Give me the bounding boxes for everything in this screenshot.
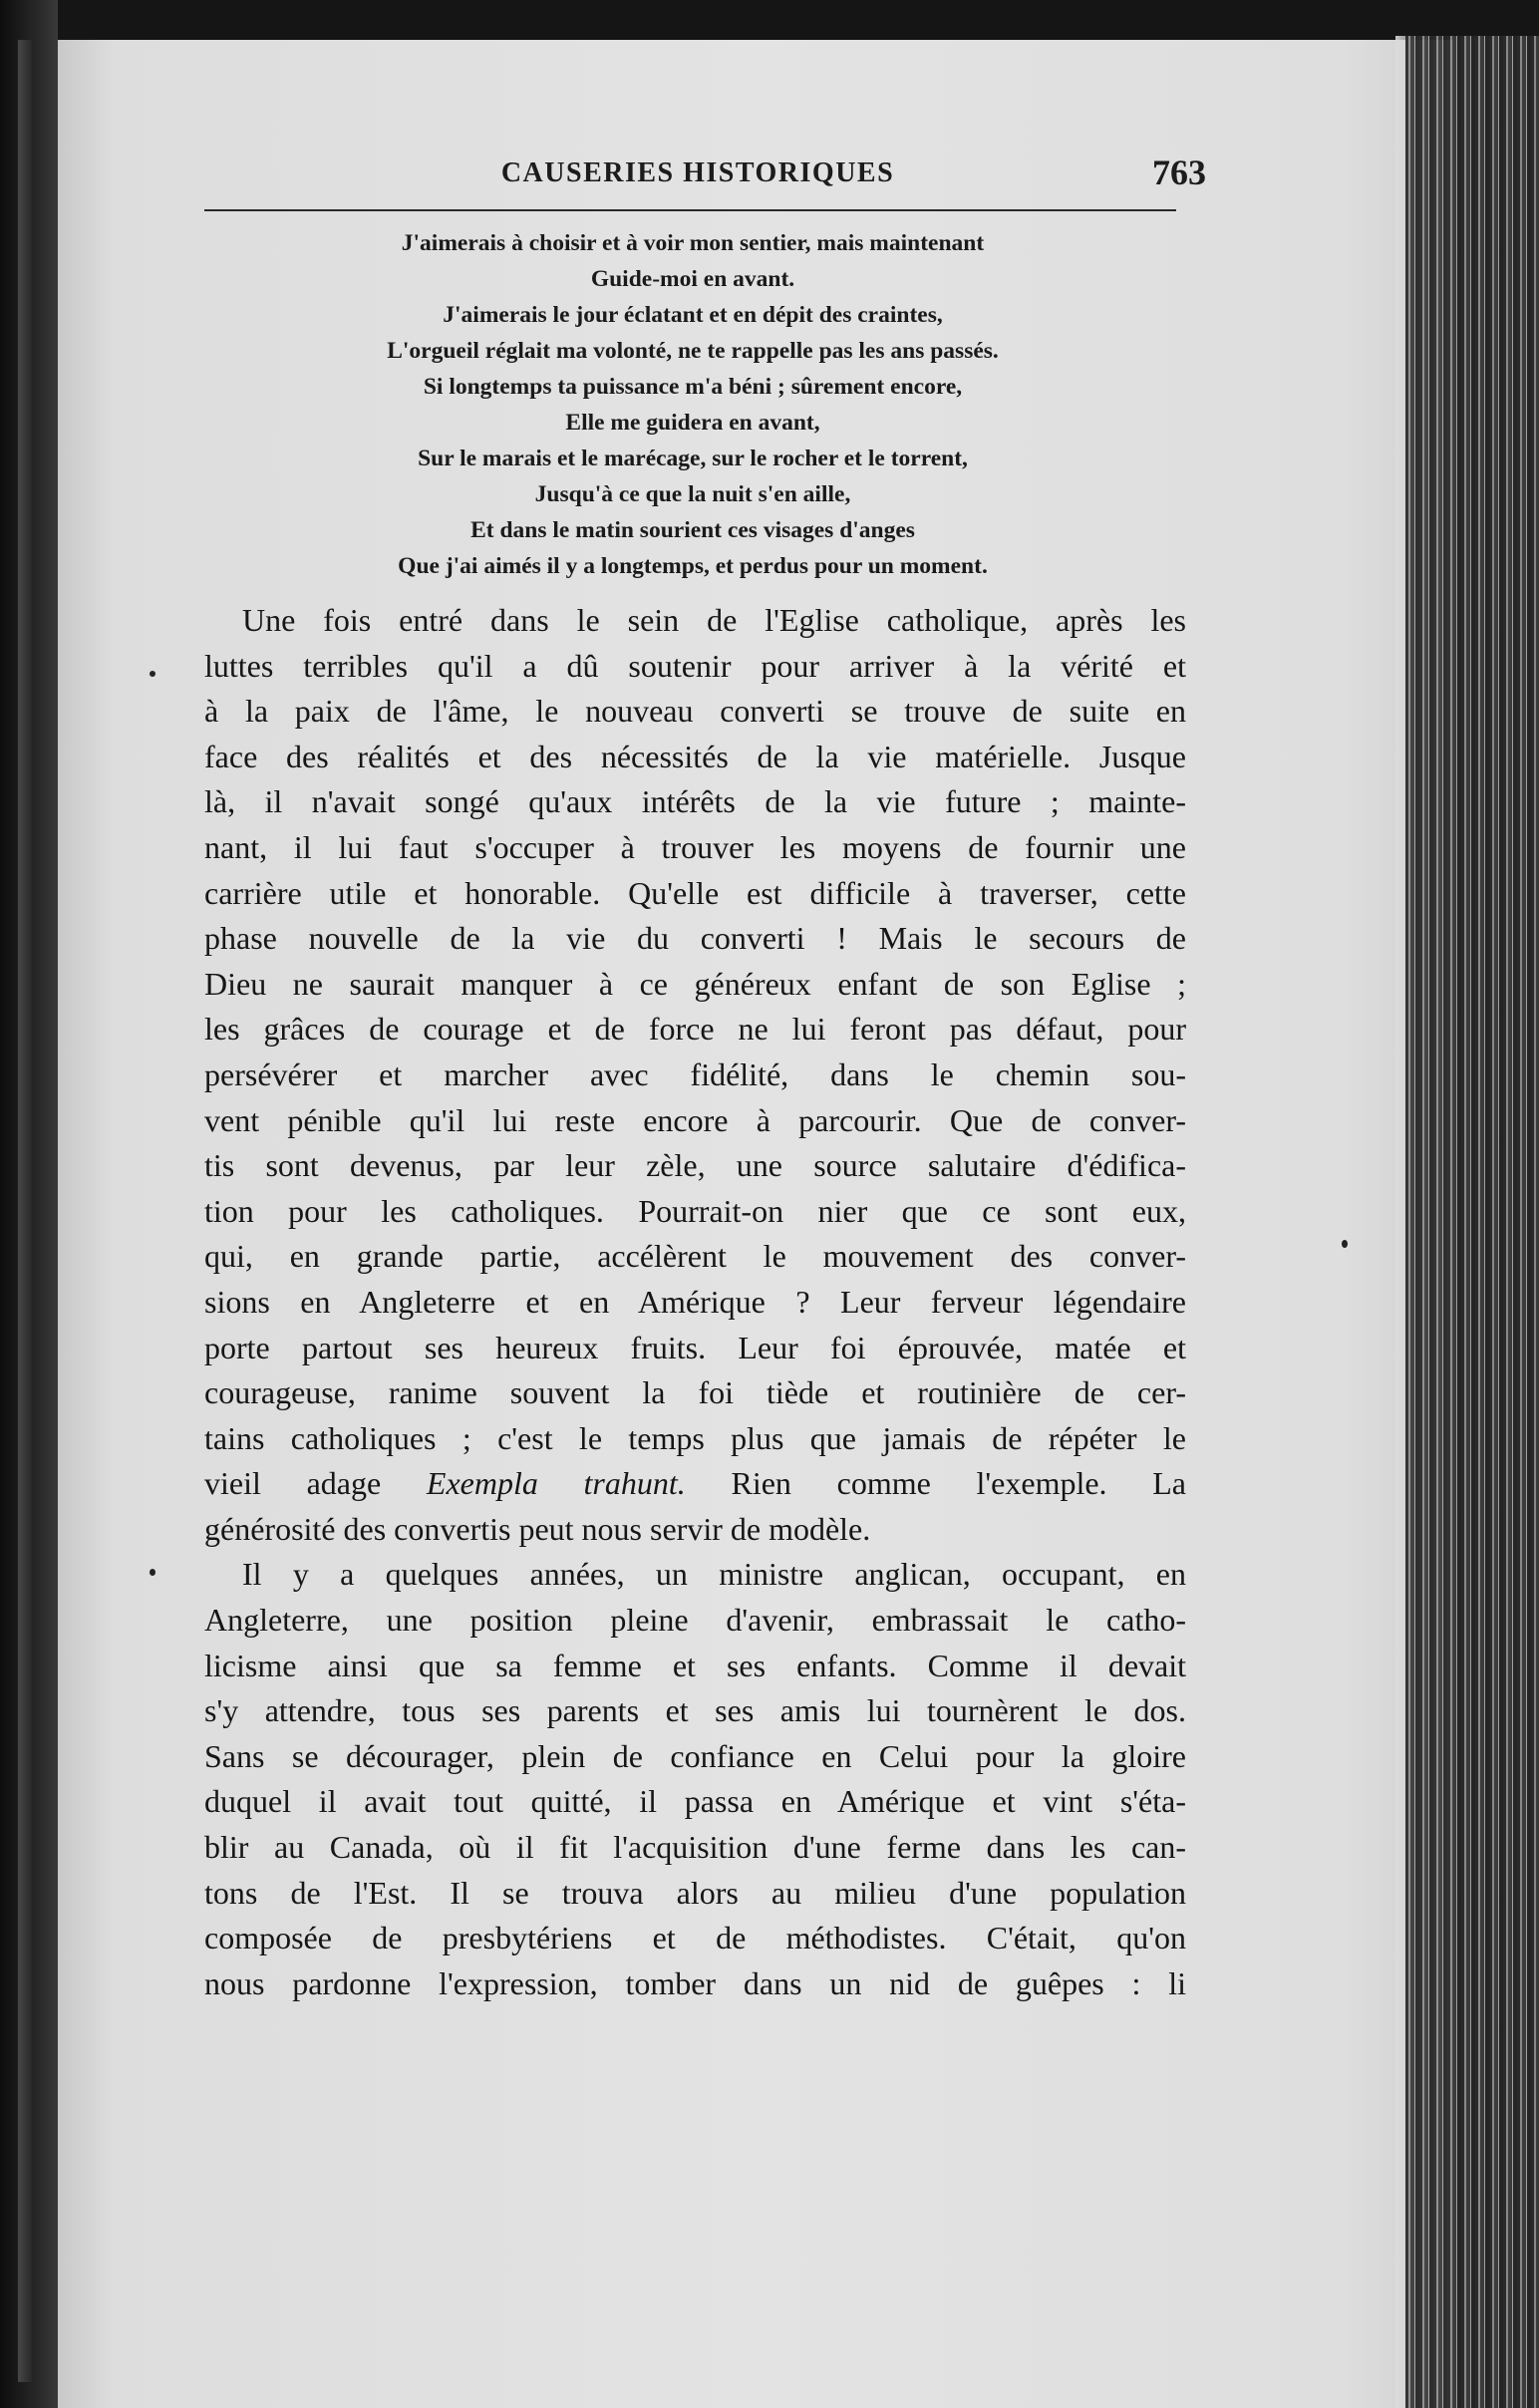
scan-speck (1342, 1240, 1348, 1248)
poem-line: L'orgueil réglait ma volonté, ne te rappelle pas les ans passés. (387, 338, 999, 364)
page-header (204, 148, 1206, 203)
poem-line: Sur le marais et le marécage, sur le rocher et le torrent, (418, 446, 968, 471)
text-line: duquel il avait tout quitté, il passa en Amérique et vint s'éta- (204, 1783, 1186, 1820)
text-line: nant, il lui faut s'occuper à trouver les moyens de fournir une (204, 828, 1186, 865)
text-line: à la paix de l'âme, le nouveau converti se trouve de suite en (204, 693, 1186, 730)
poem-line: Que j'ai aimés il y a longtemps, et perdus pour un moment. (398, 553, 988, 579)
page-number: 763 (1152, 152, 1206, 192)
text-line: tis sont devenus, par leur zèle, une source salutaire d'édifica- (204, 1147, 1186, 1184)
poem-line: J'aimerais à choisir et à voir mon sentier, mais maintenant (401, 230, 985, 256)
latin-quote: Exempla trahunt. (426, 1465, 686, 1502)
text-line: s'y attendre, tous ses parents et ses amis lui tournèrent le dos. (204, 1692, 1186, 1729)
text-line: Il y a quelques années, un ministre anglican, occupant, en (242, 1556, 1186, 1593)
text-line: vent pénible qu'il lui reste encore à parcourir. Que de conver- (204, 1101, 1186, 1138)
poem-line: Guide-moi en avant. (590, 266, 795, 292)
text-line: là, il n'avait songé qu'aux intérêts de la vie future ; mainte- (204, 783, 1186, 820)
binding-shadow (18, 40, 32, 2382)
text-line: les grâces de courage et de force ne lui feront pas défaut, pour (204, 1011, 1186, 1048)
text-line: sions en Angleterre et en Amérique ? Leur ferveur légendaire (204, 1283, 1186, 1320)
text-line: tains catholiques ; c'est le temps plus que jamais de répéter le (204, 1419, 1186, 1456)
text-line: luttes terribles qu'il a dû soutenir pour arriver à la vérité et (204, 647, 1186, 684)
text-line: composée de presbytériens et de méthodistes. C'était, qu'on (204, 1920, 1186, 1956)
poem-line: J'aimerais le jour éclatant et en dépit des craintes, (443, 302, 943, 328)
adage-lead: vieil adage (204, 1465, 382, 1502)
poem-line: Si longtemps ta puissance m'a béni ; sûrement encore, (423, 374, 963, 400)
text-line-adage (204, 1461, 1186, 1507)
text-line: Une fois entré dans le sein de l'Eglise catholique, après les (242, 602, 1186, 638)
paragraph-2 (204, 1552, 1186, 2006)
scan-speck (150, 671, 155, 677)
text-line: Dieu ne saurait manquer à ce généreux enfant de son Eglise ; (204, 965, 1186, 1002)
text-line: phase nouvelle de la vie du converti ! Mais le secours de (204, 920, 1186, 957)
page-stack-edges (1405, 36, 1539, 2408)
poem-block (209, 225, 1176, 584)
running-title: CAUSERIES HISTORIQUES (500, 157, 895, 188)
header-rule (204, 209, 1176, 211)
body-text (204, 598, 1186, 2006)
text-line: blir au Canada, où il fit l'acquisition d'une ferme dans les can- (204, 1829, 1186, 1866)
text-line: qui, en grande partie, accélèrent le mouvement des conver- (204, 1238, 1186, 1275)
text-line: Angleterre, une position pleine d'avenir, embrassait le catho- (204, 1602, 1186, 1639)
text-line: tion pour les catholiques. Pourrait-on nier que ce sont eux, (204, 1192, 1186, 1229)
text-line: courageuse, ranime souvent la foi tiède et routinière de cer- (204, 1374, 1186, 1411)
adage-tail: Rien comme l'exemple. La (731, 1465, 1186, 1502)
scan-speck (150, 1569, 155, 1576)
text-line: tons de l'Est. Il se trouva alors au milieu d'une population (204, 1874, 1186, 1911)
paragraph-1 (204, 598, 1186, 1552)
text-line: carrière utile et honorable. Qu'elle est difficile à traverser, cette (204, 874, 1186, 911)
text-line: persévérer et marcher avec fidélité, dans le chemin sou- (204, 1055, 1186, 1092)
poem-line: Jusqu'à ce que la nuit s'en aille, (534, 481, 851, 507)
text-line: Sans se décourager, plein de confiance en Celui pour la gloire (204, 1737, 1186, 1774)
text-line: face des réalités et des nécessités de la vie matérielle. Jusque (204, 738, 1186, 774)
text-line: porte partout ses heureux fruits. Leur foi éprouvée, matée et (204, 1329, 1186, 1365)
text-line: générosité des convertis peut nous servir de modèle. (204, 1510, 871, 1547)
poem-line: Elle me guidera en avant, (565, 410, 820, 436)
poem-line: Et dans le matin sourient ces visages d'anges (470, 517, 915, 543)
text-line: nous pardonne l'expression, tomber dans un nid de guêpes : li (204, 1964, 1186, 2001)
text-line: licisme ainsi que sa femme et ses enfants. Comme il devait (204, 1647, 1186, 1683)
